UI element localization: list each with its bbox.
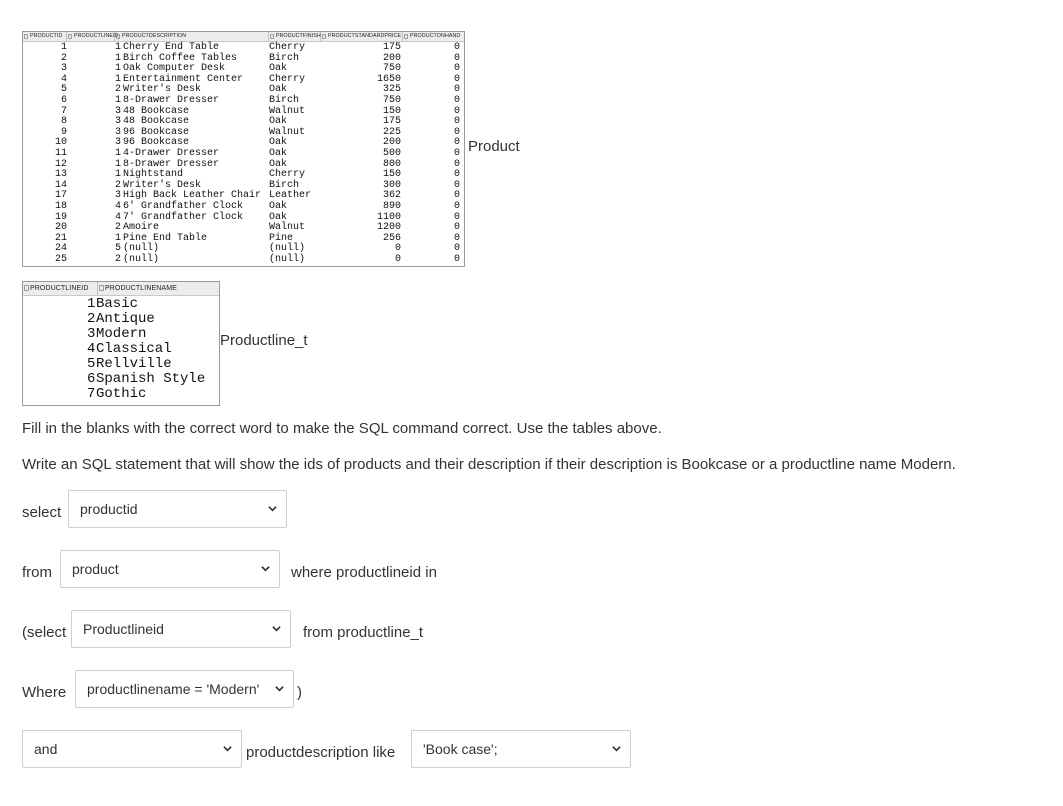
column-header: PRODUCTLINENAME xyxy=(98,282,219,295)
productid-cell: 20 xyxy=(54,222,67,234)
productstandardprice-cell: 1200 xyxy=(376,222,401,234)
productid-cell: 1 xyxy=(60,42,67,53)
productid-cell: 11 xyxy=(54,148,67,159)
productonhand-cell: 0 xyxy=(453,63,460,75)
table-row xyxy=(23,312,219,327)
productfinish-cell: Walnut xyxy=(269,126,306,138)
table-row xyxy=(23,149,464,160)
productstandardprice-cell: 325 xyxy=(382,84,401,96)
productonhand-cell: 0 xyxy=(453,190,460,202)
productdescription-cell: Oak Computer Desk xyxy=(123,63,226,75)
productstandardprice-cell: 225 xyxy=(382,126,401,138)
productdescription-cell: 4-Drawer Dresser xyxy=(123,148,220,159)
productonhand-cell: 0 xyxy=(453,73,460,85)
productlineid-cell: 7 xyxy=(87,386,96,402)
productfinish-cell: Leather xyxy=(269,190,312,202)
productlineid-cell: 3 xyxy=(87,326,96,342)
productfinish-cell: Cherry xyxy=(269,73,306,85)
productlineid-cell: 3 xyxy=(115,126,122,138)
table-row xyxy=(23,342,219,357)
productstandardprice-cell: 500 xyxy=(382,148,401,159)
productid-cell: 2 xyxy=(60,52,67,64)
from-table-dropdown[interactable] xyxy=(60,550,280,588)
productdescription-cell: 8-Drawer Dresser xyxy=(123,95,220,106)
productonhand-cell: 0 xyxy=(453,137,460,149)
productfinish-cell: Oak xyxy=(269,201,288,212)
productdescription-cell: Birch Coffee Tables xyxy=(123,52,238,64)
productonhand-cell: 0 xyxy=(453,95,460,106)
productstandardprice-cell: 175 xyxy=(382,42,401,53)
productlinename-cell: Classical xyxy=(96,341,172,357)
productid-cell: 8 xyxy=(60,116,67,128)
productonhand-cell: 0 xyxy=(453,148,460,159)
productlinename-cell: Spanish Style xyxy=(96,371,206,387)
productline-table xyxy=(22,281,220,406)
chevron-down-icon xyxy=(272,625,281,633)
productdescription-cell: Writer's Desk xyxy=(123,179,202,191)
productlineid-cell: 2 xyxy=(115,84,122,96)
productfinish-cell: Oak xyxy=(269,63,288,75)
productonhand-cell: 0 xyxy=(453,179,460,191)
where-label: Where xyxy=(22,684,67,701)
productlineid-cell: 1 xyxy=(87,296,96,312)
chevron-down-icon xyxy=(275,685,284,693)
productonhand-cell: 0 xyxy=(453,169,460,181)
productfinish-cell: (null) xyxy=(269,243,306,255)
productstandardprice-cell: 1650 xyxy=(376,73,401,85)
table-row xyxy=(23,372,219,387)
productstandardprice-cell: 1100 xyxy=(376,211,401,223)
subselect-label: (select xyxy=(22,624,67,641)
productdescription-cell: 48 Bookcase xyxy=(123,105,190,117)
product-table-header xyxy=(23,32,464,42)
productstandardprice-cell: 150 xyxy=(382,105,401,117)
productlineid-cell: 3 xyxy=(115,105,122,117)
productonhand-cell: 0 xyxy=(453,243,460,255)
productdescription-cell: 7' Grandfather Clock xyxy=(123,211,244,223)
productfinish-cell: Oak xyxy=(269,148,288,159)
table-row xyxy=(23,327,219,342)
close-paren: ) xyxy=(297,684,302,701)
productid-cell: 17 xyxy=(54,190,67,202)
productlinename-cell: Gothic xyxy=(96,386,147,402)
productonhand-cell: 0 xyxy=(453,84,460,96)
productdescription-cell: Entertainment Center xyxy=(123,73,244,85)
like-text: productdescription like xyxy=(246,744,396,761)
productid-cell: 4 xyxy=(60,73,67,85)
productdescription-cell: 96 Bookcase xyxy=(123,137,190,149)
productonhand-cell: 0 xyxy=(453,52,460,64)
productlineid-cell: 1 xyxy=(115,169,122,181)
productid-cell: 19 xyxy=(54,211,67,223)
productlineid-cell: 1 xyxy=(115,73,122,85)
productlinename-cell: Basic xyxy=(96,296,139,312)
productstandardprice-cell: 750 xyxy=(382,95,401,106)
productonhand-cell: 0 xyxy=(453,211,460,223)
productlineid-cell: 2 xyxy=(87,311,96,327)
productonhand-cell: 0 xyxy=(453,158,460,170)
productfinish-cell: Oak xyxy=(269,84,288,96)
productdescription-cell: 6' Grandfather Clock xyxy=(123,201,244,212)
productdescription-cell: Writer's Desk xyxy=(123,84,202,96)
productdescription-cell: High Back Leather Chair xyxy=(123,190,262,202)
productlineid-cell: 6 xyxy=(87,371,96,387)
table-row xyxy=(23,43,464,54)
productstandardprice-cell: 362 xyxy=(382,190,401,202)
chevron-down-icon xyxy=(261,565,270,573)
table-row xyxy=(23,202,464,213)
productstandardprice-cell: 175 xyxy=(382,116,401,128)
product-table-caption: Product xyxy=(468,138,520,155)
productid-cell: 9 xyxy=(60,126,67,138)
productid-cell: 10 xyxy=(54,137,67,149)
productlineid-cell: 1 xyxy=(115,42,122,53)
productlineid-cell: 1 xyxy=(115,232,122,244)
productid-cell: 25 xyxy=(54,254,67,265)
table-row xyxy=(23,297,219,312)
table-row xyxy=(23,255,464,266)
productdescription-cell: Amoire xyxy=(123,222,160,234)
productlineid-cell: 4 xyxy=(115,211,122,223)
subselect-column-dropdown[interactable] xyxy=(71,610,291,648)
productonhand-cell: 0 xyxy=(453,105,460,117)
column-header: PRODUCTID xyxy=(23,32,67,41)
table-row xyxy=(23,387,219,402)
productfinish-cell: Walnut xyxy=(269,105,306,117)
productdescription-cell: Cherry End Table xyxy=(123,42,220,53)
chevron-down-icon xyxy=(612,745,621,753)
select-label: select xyxy=(22,504,62,521)
productdescription-cell: 8-Drawer Dresser xyxy=(123,158,220,170)
where-condition-dropdown[interactable] xyxy=(75,670,294,708)
productid-cell: 7 xyxy=(60,105,67,117)
productstandardprice-cell: 0 xyxy=(394,254,401,265)
productlineid-cell: 1 xyxy=(115,63,122,75)
productlinename-cell: Rellville xyxy=(96,356,172,372)
productdescription-cell: Pine End Table xyxy=(123,232,208,244)
productfinish-cell: Cherry xyxy=(269,42,306,53)
productid-cell: 24 xyxy=(54,243,67,255)
dropdown-value: and xyxy=(34,741,58,757)
productfinish-cell: Birch xyxy=(269,95,300,106)
like-value-dropdown[interactable] xyxy=(411,730,631,768)
productstandardprice-cell: 200 xyxy=(382,52,401,64)
productfinish-cell: Oak xyxy=(269,116,288,128)
table-row xyxy=(23,357,219,372)
productonhand-cell: 0 xyxy=(453,222,460,234)
productfinish-cell: (null) xyxy=(269,254,306,265)
productdescription-cell: (null) xyxy=(123,243,160,255)
productid-cell: 3 xyxy=(60,63,67,75)
productlineid-cell: 3 xyxy=(115,190,122,202)
column-header: PRODUCTONHAND xyxy=(403,32,465,41)
productid-cell: 12 xyxy=(54,158,67,170)
productid-cell: 21 xyxy=(54,232,67,244)
logical-operator-dropdown[interactable] xyxy=(22,730,242,768)
productonhand-cell: 0 xyxy=(453,116,460,128)
productonhand-cell: 0 xyxy=(453,254,460,265)
productstandardprice-cell: 800 xyxy=(382,158,401,170)
productlineid-cell: 3 xyxy=(115,137,122,149)
productlineid-cell: 1 xyxy=(115,148,122,159)
productid-cell: 5 xyxy=(60,84,67,96)
productdescription-cell: 48 Bookcase xyxy=(123,116,190,128)
productstandardprice-cell: 890 xyxy=(382,201,401,212)
from-label: from xyxy=(22,564,52,581)
column-header: PRODUCTLINEID xyxy=(23,282,98,295)
instruction-text: Fill in the blanks with the correct word to make the SQL command correct. Use the tables above. xyxy=(22,420,662,437)
productfinish-cell: Walnut xyxy=(269,222,306,234)
column-header: PRODUCTSTANDARDPRICE xyxy=(321,32,403,41)
product-table xyxy=(22,31,465,267)
productfinish-cell: Cherry xyxy=(269,169,306,181)
column-header: PRODUCTLINEID xyxy=(67,32,115,41)
productlineid-cell: 5 xyxy=(115,243,122,255)
productonhand-cell: 0 xyxy=(453,232,460,244)
productstandardprice-cell: 256 xyxy=(382,232,401,244)
dropdown-value: productid xyxy=(80,501,138,517)
productfinish-cell: Birch xyxy=(269,179,300,191)
productonhand-cell: 0 xyxy=(453,42,460,53)
productlineid-cell: 4 xyxy=(87,341,96,357)
productid-cell: 6 xyxy=(60,95,67,106)
productlineid-cell: 1 xyxy=(115,95,122,106)
productlineid-cell: 2 xyxy=(115,254,122,265)
question-prompt: Write an SQL statement that will show the ids of products and their description if their description is Bookcase or a productline name Modern. xyxy=(22,456,956,473)
column-header: PRODUCTFINISH xyxy=(269,32,321,41)
productlineid-cell: 3 xyxy=(115,116,122,128)
column-header: PRODUCTDESCRIPTION xyxy=(115,32,269,41)
chevron-down-icon xyxy=(268,505,277,513)
productlineid-cell: 2 xyxy=(115,179,122,191)
productline-table-caption: Productline_t xyxy=(220,332,308,349)
table-row xyxy=(23,96,464,107)
productstandardprice-cell: 300 xyxy=(382,179,401,191)
productfinish-cell: Pine xyxy=(269,232,294,244)
chevron-down-icon xyxy=(223,745,232,753)
productonhand-cell: 0 xyxy=(453,126,460,138)
productdescription-cell: 96 Bookcase xyxy=(123,126,190,138)
productstandardprice-cell: 200 xyxy=(382,137,401,149)
dropdown-value: Productlineid xyxy=(83,621,164,637)
productstandardprice-cell: 150 xyxy=(382,169,401,181)
productid-cell: 13 xyxy=(54,169,67,181)
productlineid-cell: 2 xyxy=(115,222,122,234)
from-productline-text: from productline_t xyxy=(303,624,424,641)
productonhand-cell: 0 xyxy=(453,201,460,212)
productfinish-cell: Birch xyxy=(269,52,300,64)
productstandardprice-cell: 750 xyxy=(382,63,401,75)
productid-cell: 14 xyxy=(54,179,67,191)
productlinename-cell: Modern xyxy=(96,326,147,342)
productlinename-cell: Antique xyxy=(96,311,155,327)
where-in-text: where productlineid in xyxy=(291,564,437,581)
productlineid-cell: 1 xyxy=(115,52,122,64)
productfinish-cell: Oak xyxy=(269,158,288,170)
dropdown-value: productlinename = 'Modern' xyxy=(87,681,260,697)
select-column-dropdown[interactable] xyxy=(68,490,287,528)
productline-table-header xyxy=(23,282,219,296)
productfinish-cell: Oak xyxy=(269,137,288,149)
productfinish-cell: Oak xyxy=(269,211,288,223)
productdescription-cell: Nightstand xyxy=(123,169,184,181)
productdescription-cell: (null) xyxy=(123,254,160,265)
productlineid-cell: 1 xyxy=(115,158,122,170)
productlineid-cell: 4 xyxy=(115,201,122,212)
productid-cell: 18 xyxy=(54,201,67,212)
dropdown-value: product xyxy=(72,561,119,577)
productlineid-cell: 5 xyxy=(87,356,96,372)
dropdown-value: 'Book case'; xyxy=(423,741,498,757)
productstandardprice-cell: 0 xyxy=(394,243,401,255)
